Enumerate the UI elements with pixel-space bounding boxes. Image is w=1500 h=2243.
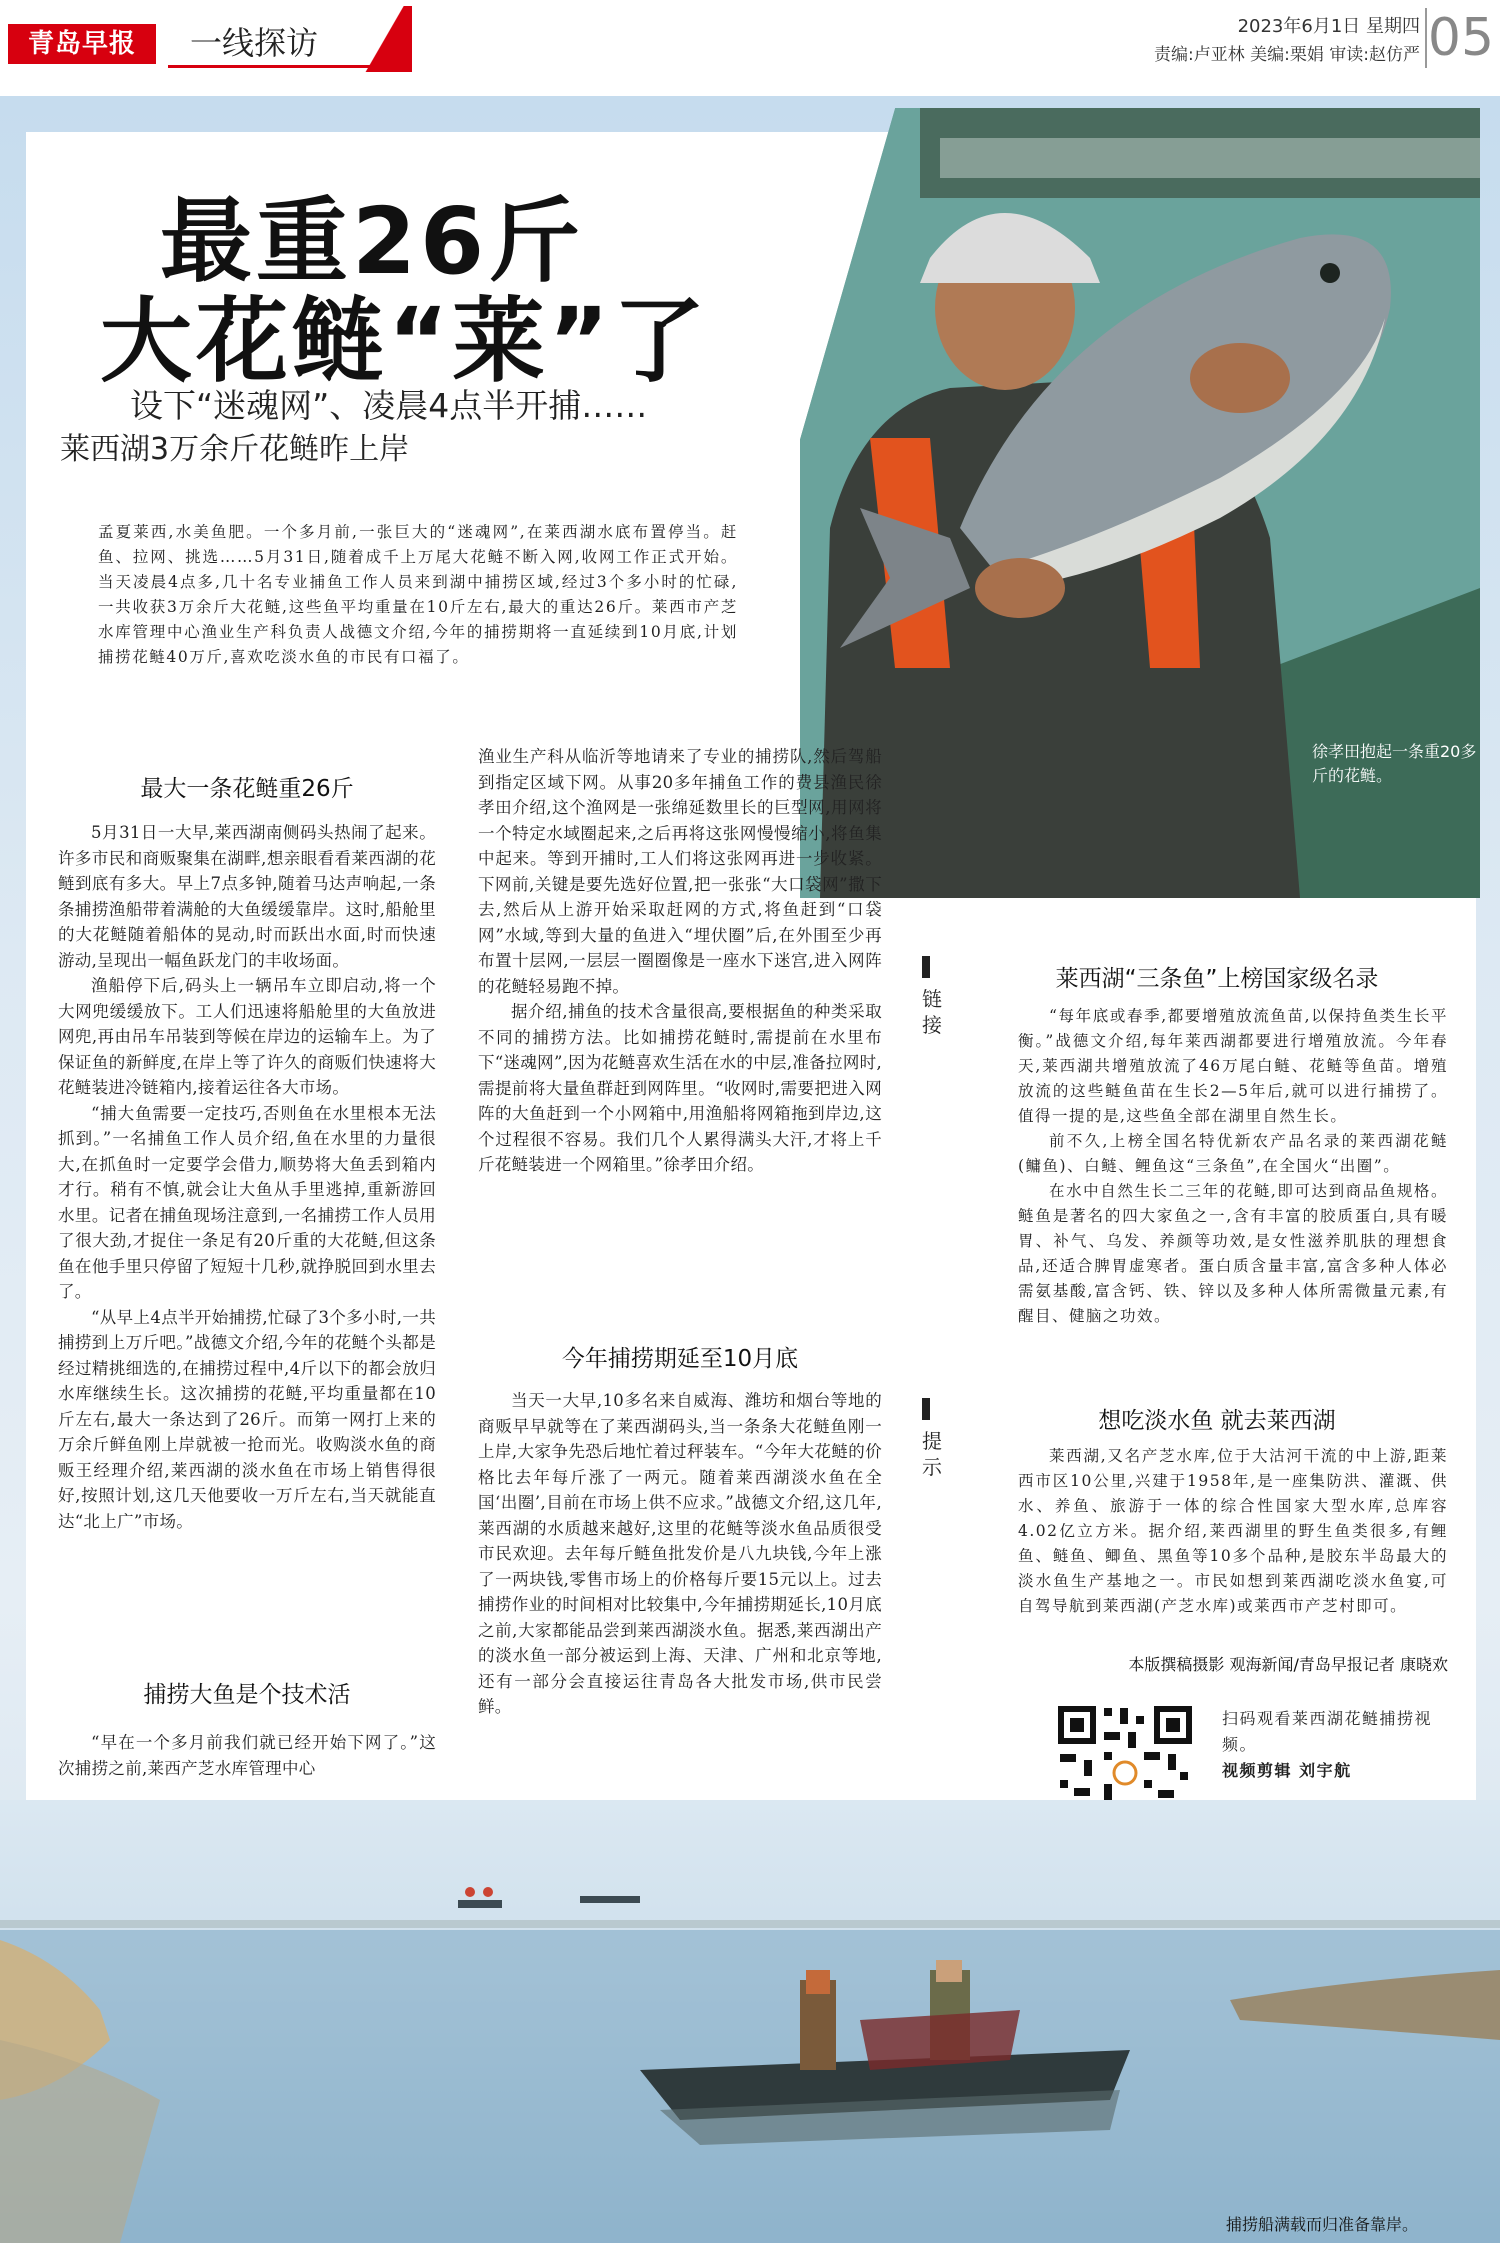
subheadline-2: 莱西湖3万余斤花鲢昨上岸 <box>60 432 410 467</box>
paragraph: “从早上4点半开始捕捞,忙碌了3个多小时,一共捕捞到上万斤吧。”战德文介绍,今年的花鲢个头都是经过精挑细选的,在捕捞过程中,4斤以下的都会放归水库继续生长。这次捕捞的花鲢,平均重量都在10斤左右,最大一条达到了26斤。而第一网打上来的万余斤鲜鱼刚上岸就被一抢而光。收购淡水鱼的商贩王经理介绍,莱西湖的淡水鱼在市场上销售得很好,按照计划,这几天他要收一万斤左右,当天就能直达“北上广”市场。 <box>58 1307 436 1531</box>
issue-date: 2023年6月1日 星期四 <box>1237 16 1420 37</box>
article-column-1 <box>58 820 436 1534</box>
qr-caption: 扫码观看莱西湖花鲢捕捞视频。 <box>1222 1709 1433 1754</box>
headline-line-1: 最重26斤 <box>160 188 585 295</box>
paragraph: 当天一大早,10多名来自威海、潍坊和烟台等地的商贩早早就等在了莱西湖码头,当一条条大花鲢鱼刚一上岸,大家争先恐后地忙着过秤装车。“今年大花鲢的价格比去年每斤涨了一两元。随着莱西湖淡水鱼在全国‘出圈’,目前在市场上供不应求。”战德文介绍,这几年,莱西湖的水质越来越好,这里的花鲢等淡水鱼品质很受市民欢迎。去年每斤鲢鱼批发价是八九块钱,今年上涨了一两块钱,零售市场上的价格每斤要15元以上。过去捕捞作业的时间相对比较集中,今年捕捞期延长,10月底之前,大家都能品尝到莱西湖淡水鱼。据悉,莱西湖出产的淡水鱼一部分被运到上海、天津、广州和北京等地,还有一部分会直接运往青岛各大批发市场,供市民尝鲜。 <box>478 1391 882 1716</box>
lake-photo <box>0 1800 1500 2243</box>
paragraph: “每年底或春季,都要增殖放流鱼苗,以保持鱼类生长平衡。”战德文介绍,每年莱西湖都要进行增殖放流。今年春天,莱西湖共增殖放流了46万尾白鲢、花鲢等鱼苗。增殖放流的这些鲢鱼苗在生长2—5年后,就可以进行捕捞了。值得一提的是,这些鱼全部在湖里自然生长。 <box>1018 1007 1448 1125</box>
tag-marker <box>922 1398 930 1420</box>
lake-photo-caption: 捕捞船满载而归准备靠岸。 <box>1226 2215 1419 2234</box>
page-number: 05 <box>1425 8 1495 68</box>
paragraph: “早在一个多月前我们就已经开始下网了。”这次捕捞之前,莱西产芝水库管理中心 <box>58 1733 436 1778</box>
sidebar-title-2: 想吃淡水鱼 就去莱西湖 <box>1098 1408 1336 1434</box>
sidebar-body-1 <box>1018 1004 1448 1329</box>
video-editor-credit: 视频剪辑 刘宇航 <box>1222 1761 1352 1780</box>
sidebar-tag-tip <box>922 1398 946 1480</box>
paragraph: 据介绍,捕鱼的技术含量很高,要根据鱼的种类采取不同的捕捞方法。比如捕捞花鲢时,需提前在水里布下“迷魂网”,因为花鲢喜欢生活在水的中层,准备拉网时,需提前将大量鱼群赶到网阵里。“收网时,需要把进入网阵的大鱼赶到一个小网箱中,用渔船将网箱拖到岸边,这个过程很不容易。我们几个人累得满头大汗,才将上千斤花鲢装进一个网箱里。”徐孝田介绍。 <box>478 1002 882 1174</box>
sidebar-title-1: 莱西湖“三条鱼”上榜国家级名录 <box>1055 966 1379 992</box>
subheadline-1: 设下“迷魂网”、凌晨4点半开捕…… <box>130 386 648 425</box>
paragraph: 渔船停下后,码头上一辆吊车立即启动,将一个大网兜缓缓放下。工人们迅速将船舱里的大鱼放进网兜,再由吊车吊装到等候在岸边的运输车上。为了保证鱼的新鲜度,在岸上等了许久的商贩们快速将大花鲢装进冷链箱内,接着运往各大市场。 <box>58 976 436 1097</box>
tag-marker <box>922 956 930 978</box>
headline-line-2: 大花鲢“莱”了 <box>100 288 709 395</box>
qr-caption-block <box>1222 1706 1452 1784</box>
tag-label: 提示 <box>922 1429 942 1479</box>
paragraph: 5月31日一大早,莱西湖南侧码头热闹了起来。许多市民和商贩聚集在湖畔,想亲眼看看莱西湖的花鲢到底有多大。早上7点多钟,随着马达声响起,一条条捕捞渔船带着满舱的大鱼缓缓靠岸。这时,船舱里的大花鲢随着船体的晃动,时而跃出水面,时而快速游动,呈现出一幅鱼跃龙门的丰收场面。 <box>58 823 436 970</box>
paragraph: 渔业生产科从临沂等地请来了专业的捕捞队,然后驾船到指定区域下网。从事20多年捕鱼工作的费县渔民徐孝田介绍,这个渔网是一张绵延数里长的巨型网,用网将一个特定水域圈起来,之后再将这张网慢慢缩小,将鱼集中起来。等到开捕时,工人们将这张网再进一步收紧。下网前,关键是要先选好位置,把一张张“大口袋网”撒下去,然后从上游开始采取赶网的方式,将鱼赶到“口袋网”水域,等到大量的鱼进入“埋伏圈”后,在外围至少再布置十层网,一层层一圈圈像是一座水下迷宫,进入网阵的花鲢轻易跑不掉。 <box>478 747 882 996</box>
reporter-credit: 本版撰稿摄影 观海新闻/青岛早报记者 康晓欢 <box>1128 1655 1448 1674</box>
paragraph: “捕大鱼需要一定技巧,否则鱼在水里根本无法抓到。”一名捕鱼工作人员介绍,鱼在水里的力量很大,在抓鱼时一定要学会借力,顺势将大鱼丢到箱内才行。稍有不慎,就会让大鱼从手里逃掉,重新游回水里。记者在捕鱼现场注意到,一名捕捞工作人员用了很大劲,才捉住一条足有20斤重的大花鲢,但这条鱼在他手里只停留了短短十几秒,就挣脱回到水里去了。 <box>58 1103 436 1301</box>
paragraph: 在水中自然生长二三年的花鲢,即可达到商品鱼规格。鲢鱼是著名的四大家鱼之一,含有丰富的胶质蛋白,具有暖胃、补气、乌发、养颜等功效,是女性滋养肌肤的理想食品,还适合脾胃虚寒者。蛋白质含量丰富,富含多种人体必需氨基酸,富含钙、铁、锌以及多种人体所需微量元素,有醒目、健脑之功效。 <box>1018 1182 1448 1325</box>
hero-photo-caption: 徐孝田抱起一条重20多斤的花鲢。 <box>1312 742 1477 785</box>
section-title-1: 最大一条花鲢重26斤 <box>140 776 354 802</box>
article-column-2 <box>478 744 882 1178</box>
editor-credits: 责编:卢亚林 美编:栗娟 审读:赵仿严 <box>1154 45 1420 65</box>
paragraph: 莱西湖,又名产芝水库,位于大沽河干流的中上游,距莱西市区10公里,兴建于1958年,是一座集防洪、灌溉、供水、养鱼、旅游于一体的综合性国家大型水库,总库容4.02亿立方米。据介绍,莱西湖里的野生鱼类很多,有鲤鱼、鲢鱼、鲫鱼、黑鱼等10多个品种,是胶东半岛最大的淡水鱼生产基地之一。市民如想到莱西湖吃淡水鱼宴,可自驾导航到莱西湖(产芝水库)或莱西市产芝村即可。 <box>1018 1447 1448 1615</box>
paragraph: 前不久,上榜全国名特优新农产品名录的莱西湖花鲢(鳙鱼)、白鲢、鲤鱼这“三条鱼”,在全国火“出圈”。 <box>1018 1132 1448 1175</box>
article-column-1-continued <box>58 1730 436 1781</box>
sidebar-tag-link <box>922 956 946 1038</box>
tag-label: 链接 <box>922 987 942 1037</box>
section-title-2: 捕捞大鱼是个技术活 <box>143 1682 351 1708</box>
sidebar-body-2 <box>1018 1444 1448 1619</box>
newspaper-logo: 青岛早报 <box>8 24 156 64</box>
fishing-boats-on-lake-illustration <box>0 1800 1500 2243</box>
lead-paragraph: 孟夏莱西,水美鱼肥。一个多月前,一张巨大的“迷魂网”,在莱西湖水底布置停当。赶鱼、拉网、挑选……5月31日,随着成千上万尾大花鲢不断入网,收网工作正式开始。当天凌晨4点多,几十名专业捕鱼工作人员来到湖中捕捞区域,经过3个多小时的忙碌,一共收获3万余斤大花鲢,这些鱼平均重量在10斤左右,最大的重达26斤。莱西市产芝水库管理中心渔业生产科负责人战德文介绍,今年的捕捞期将一直延续到10月底,计划捕捞花鲢40万斤,喜欢吃淡水鱼的市民有口福了。 <box>98 523 738 666</box>
article-column-2-continued <box>478 1388 882 1720</box>
section-name: 一线探访 <box>168 18 398 68</box>
section-title-3: 今年捕捞期延至10月底 <box>561 1346 799 1372</box>
